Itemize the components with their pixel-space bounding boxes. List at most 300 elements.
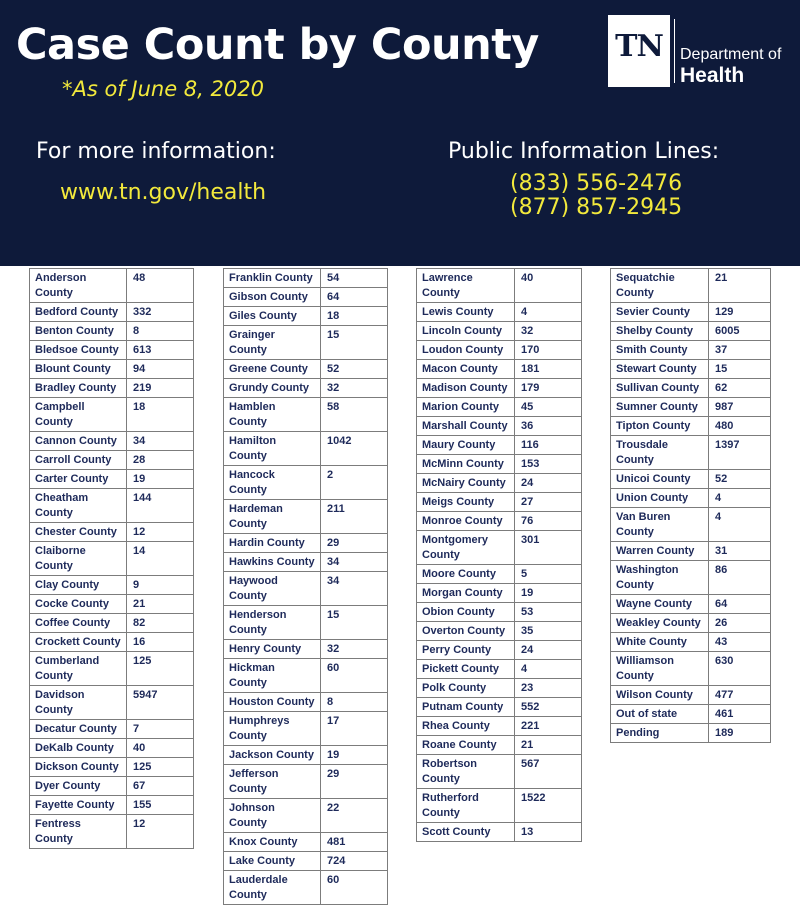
case-count: 12 [127,815,194,849]
case-count: 613 [127,341,194,360]
case-count: 32 [515,322,582,341]
county-name: Out of state [611,705,709,724]
county-row [30,652,194,686]
county-name: Smith County [611,341,709,360]
case-count: 4 [515,660,582,679]
tn-health-logo [608,15,794,87]
county-name: Pickett County [417,660,515,679]
case-count: 461 [709,705,771,724]
county-row [224,432,388,466]
case-count: 45 [515,398,582,417]
case-count: 34 [321,553,388,572]
county-row [611,508,771,542]
county-row [224,606,388,640]
county-row [611,417,771,436]
case-count: 18 [321,307,388,326]
county-row [417,493,582,512]
county-name: Campbell County [30,398,127,432]
county-name: Rutherford County [417,789,515,823]
county-row [30,432,194,451]
county-row [417,736,582,755]
county-name: Perry County [417,641,515,660]
county-name: Anderson County [30,269,127,303]
county-name: Claiborne County [30,542,127,576]
case-count: 48 [127,269,194,303]
county-row [30,720,194,739]
county-name: Roane County [417,736,515,755]
case-count: 64 [321,288,388,307]
county-name: Morgan County [417,584,515,603]
county-name: Benton County [30,322,127,341]
county-row [611,633,771,652]
case-count: 1397 [709,436,771,470]
logo-health-text: Health [680,64,745,87]
county-name: Jefferson County [224,765,321,799]
county-row [224,852,388,871]
case-count: 24 [515,641,582,660]
case-count: 21 [127,595,194,614]
case-count: 37 [709,341,771,360]
case-count: 40 [127,739,194,758]
county-table-1 [29,268,194,849]
county-name: Hamblen County [224,398,321,432]
county-name: Grainger County [224,326,321,360]
county-name: Lake County [224,852,321,871]
county-row [224,640,388,659]
county-name: Cocke County [30,595,127,614]
county-row [224,871,388,905]
county-row [224,572,388,606]
county-row [611,360,771,379]
county-name: Rhea County [417,717,515,736]
county-row [611,686,771,705]
county-row [611,595,771,614]
case-count: 181 [515,360,582,379]
county-row [417,584,582,603]
case-count: 129 [709,303,771,322]
case-count: 12 [127,523,194,542]
county-row [224,833,388,852]
county-name: Henry County [224,640,321,659]
case-count: 332 [127,303,194,322]
case-count: 4 [709,489,771,508]
case-count: 21 [515,736,582,755]
county-name: Sevier County [611,303,709,322]
case-count: 32 [321,640,388,659]
case-count: 1522 [515,789,582,823]
case-count: 211 [321,500,388,534]
case-count: 29 [321,534,388,553]
county-name: Marshall County [417,417,515,436]
county-name: Greene County [224,360,321,379]
county-row [611,561,771,595]
county-row [30,777,194,796]
county-row [30,595,194,614]
case-count: 9 [127,576,194,595]
county-name: Moore County [417,565,515,584]
case-count: 76 [515,512,582,531]
county-row [417,717,582,736]
county-name: Scott County [417,823,515,842]
county-name: Carroll County [30,451,127,470]
county-name: Trousdale County [611,436,709,470]
case-count: 67 [127,777,194,796]
county-row [611,614,771,633]
county-row [30,576,194,595]
phone-line-2: (877) 857-2945 [510,195,683,220]
county-row [30,739,194,758]
county-name: Knox County [224,833,321,852]
county-row [611,341,771,360]
case-count: 987 [709,398,771,417]
case-count: 36 [515,417,582,436]
case-count: 32 [321,379,388,398]
county-row [224,307,388,326]
county-name: Humphreys County [224,712,321,746]
logo-department-text: Department of [680,46,782,63]
case-count: 18 [127,398,194,432]
phone-line-1: (833) 556-2476 [510,171,683,196]
case-count: 5947 [127,686,194,720]
case-count: 2 [321,466,388,500]
county-name: Meigs County [417,493,515,512]
county-row [224,398,388,432]
county-row [224,693,388,712]
county-row [30,815,194,849]
county-row [417,269,582,303]
county-row [224,379,388,398]
county-name: Houston County [224,693,321,712]
case-count: 52 [709,470,771,489]
county-row [611,705,771,724]
case-count: 54 [321,269,388,288]
case-count: 8 [127,322,194,341]
county-name: Chester County [30,523,127,542]
county-name: Tipton County [611,417,709,436]
county-name: Unicoi County [611,470,709,489]
county-row [30,322,194,341]
case-count: 480 [709,417,771,436]
tn-logo-mark: TN [615,29,663,64]
case-count: 23 [515,679,582,698]
county-name: Warren County [611,542,709,561]
case-count: 64 [709,595,771,614]
case-count: 144 [127,489,194,523]
case-count: 28 [127,451,194,470]
case-count: 567 [515,755,582,789]
county-name: Washington County [611,561,709,595]
case-count: 29 [321,765,388,799]
county-row [611,470,771,489]
county-row [611,436,771,470]
case-count: 26 [709,614,771,633]
county-name: Fentress County [30,815,127,849]
county-table-4 [610,268,771,743]
county-row [611,489,771,508]
county-row [611,322,771,341]
county-row [30,360,194,379]
county-row [30,633,194,652]
county-row [30,341,194,360]
case-count: 62 [709,379,771,398]
county-row [30,523,194,542]
county-row [417,436,582,455]
county-name: Hickman County [224,659,321,693]
county-name: Clay County [30,576,127,595]
county-name: Hawkins County [224,553,321,572]
county-row [417,322,582,341]
county-table-3 [416,268,582,842]
county-row [417,417,582,436]
case-count: 221 [515,717,582,736]
county-row [417,641,582,660]
county-row [30,470,194,489]
county-table-2 [223,268,388,905]
county-row [224,466,388,500]
county-row [417,603,582,622]
county-name: Bedford County [30,303,127,322]
as-of-date: *As of June 8, 2020 [62,77,264,101]
county-name: Union County [611,489,709,508]
case-count: 19 [515,584,582,603]
county-name: Coffee County [30,614,127,633]
county-name: Overton County [417,622,515,641]
case-count: 179 [515,379,582,398]
county-name: Cannon County [30,432,127,451]
case-count: 153 [515,455,582,474]
county-row [417,360,582,379]
county-name: Stewart County [611,360,709,379]
county-row [30,489,194,523]
county-name: Madison County [417,379,515,398]
county-name: Sequatchie County [611,269,709,303]
county-row [30,398,194,432]
county-row [224,360,388,379]
county-row [30,758,194,777]
county-row [417,679,582,698]
county-row [224,553,388,572]
county-row [224,746,388,765]
county-row [30,379,194,398]
case-count: 19 [127,470,194,489]
county-name: Robertson County [417,755,515,789]
county-name: Cheatham County [30,489,127,523]
case-count: 24 [515,474,582,493]
county-name: Hancock County [224,466,321,500]
county-name: Sullivan County [611,379,709,398]
county-row [417,698,582,717]
county-row [417,398,582,417]
county-name: Dyer County [30,777,127,796]
county-row [611,269,771,303]
case-count: 219 [127,379,194,398]
county-name: Johnson County [224,799,321,833]
county-row [417,622,582,641]
county-name: McNairy County [417,474,515,493]
county-row [611,652,771,686]
county-name: Crockett County [30,633,127,652]
county-name: Pending [611,724,709,743]
case-count: 40 [515,269,582,303]
county-name: McMinn County [417,455,515,474]
county-name: Wilson County [611,686,709,705]
county-name: Sumner County [611,398,709,417]
county-row [30,614,194,633]
county-name: Obion County [417,603,515,622]
county-name: Henderson County [224,606,321,640]
case-count: 21 [709,269,771,303]
county-name: Franklin County [224,269,321,288]
county-name: Jackson County [224,746,321,765]
county-row [417,755,582,789]
county-name: Hamilton County [224,432,321,466]
case-count: 15 [321,606,388,640]
county-name: Grundy County [224,379,321,398]
case-count: 170 [515,341,582,360]
header-banner [0,0,800,266]
county-name: Macon County [417,360,515,379]
county-name: Dickson County [30,758,127,777]
tn-logo-box [608,15,670,87]
county-name: Hardin County [224,534,321,553]
county-row [30,796,194,815]
case-count: 34 [127,432,194,451]
county-row [417,512,582,531]
county-row [417,379,582,398]
county-row [224,500,388,534]
logo-divider [674,19,675,83]
county-name: Montgomery County [417,531,515,565]
county-row [30,451,194,470]
county-name: Van Buren County [611,508,709,542]
county-name: Haywood County [224,572,321,606]
more-info-url: www.tn.gov/health [60,180,267,205]
county-row [417,565,582,584]
county-row [611,379,771,398]
county-row [224,659,388,693]
county-row [30,686,194,720]
county-name: Giles County [224,307,321,326]
case-count: 14 [127,542,194,576]
case-count: 155 [127,796,194,815]
county-row [30,542,194,576]
case-count: 17 [321,712,388,746]
county-name: Lawrence County [417,269,515,303]
county-name: Lauderdale County [224,871,321,905]
county-name: Carter County [30,470,127,489]
county-name: DeKalb County [30,739,127,758]
case-count: 4 [709,508,771,542]
county-row [224,288,388,307]
county-name: Weakley County [611,614,709,633]
county-name: Marion County [417,398,515,417]
case-count: 15 [321,326,388,360]
case-count: 22 [321,799,388,833]
case-count: 60 [321,871,388,905]
county-name: Putnam County [417,698,515,717]
county-row [417,303,582,322]
case-count: 60 [321,659,388,693]
county-row [30,269,194,303]
county-name: Decatur County [30,720,127,739]
county-name: Monroe County [417,512,515,531]
county-name: Blount County [30,360,127,379]
county-name: Lincoln County [417,322,515,341]
case-count: 125 [127,652,194,686]
county-row [417,660,582,679]
case-count: 5 [515,565,582,584]
case-count: 8 [321,693,388,712]
county-row [611,542,771,561]
case-count: 19 [321,746,388,765]
case-count: 31 [709,542,771,561]
case-count: 27 [515,493,582,512]
county-name: Fayette County [30,796,127,815]
case-count: 477 [709,686,771,705]
case-count: 94 [127,360,194,379]
case-count: 43 [709,633,771,652]
county-row [224,326,388,360]
case-count: 6005 [709,322,771,341]
county-row [417,789,582,823]
case-count: 34 [321,572,388,606]
county-name: Bledsoe County [30,341,127,360]
county-row [417,474,582,493]
case-count: 7 [127,720,194,739]
county-row [611,398,771,417]
case-count: 125 [127,758,194,777]
county-row [611,303,771,322]
county-name: Williamson County [611,652,709,686]
county-name: Shelby County [611,322,709,341]
county-row [224,534,388,553]
more-info-label: For more information: [36,139,276,164]
county-row [224,269,388,288]
case-count: 82 [127,614,194,633]
county-row [224,765,388,799]
case-count: 481 [321,833,388,852]
county-row [611,724,771,743]
case-count: 52 [321,360,388,379]
case-count: 53 [515,603,582,622]
county-name: Wayne County [611,595,709,614]
case-count: 4 [515,303,582,322]
case-count: 86 [709,561,771,595]
case-count: 116 [515,436,582,455]
county-name: Loudon County [417,341,515,360]
county-name: Cumberland County [30,652,127,686]
county-row [417,341,582,360]
county-name: Davidson County [30,686,127,720]
county-row [417,823,582,842]
case-count: 16 [127,633,194,652]
county-row [417,531,582,565]
page-title: Case Count by County [16,20,539,70]
county-name: Gibson County [224,288,321,307]
county-row [30,303,194,322]
case-count: 552 [515,698,582,717]
case-count: 301 [515,531,582,565]
county-name: Lewis County [417,303,515,322]
county-row [224,712,388,746]
case-count: 58 [321,398,388,432]
case-count: 189 [709,724,771,743]
county-name: Maury County [417,436,515,455]
county-name: Polk County [417,679,515,698]
county-name: Bradley County [30,379,127,398]
case-count: 13 [515,823,582,842]
county-row [417,455,582,474]
